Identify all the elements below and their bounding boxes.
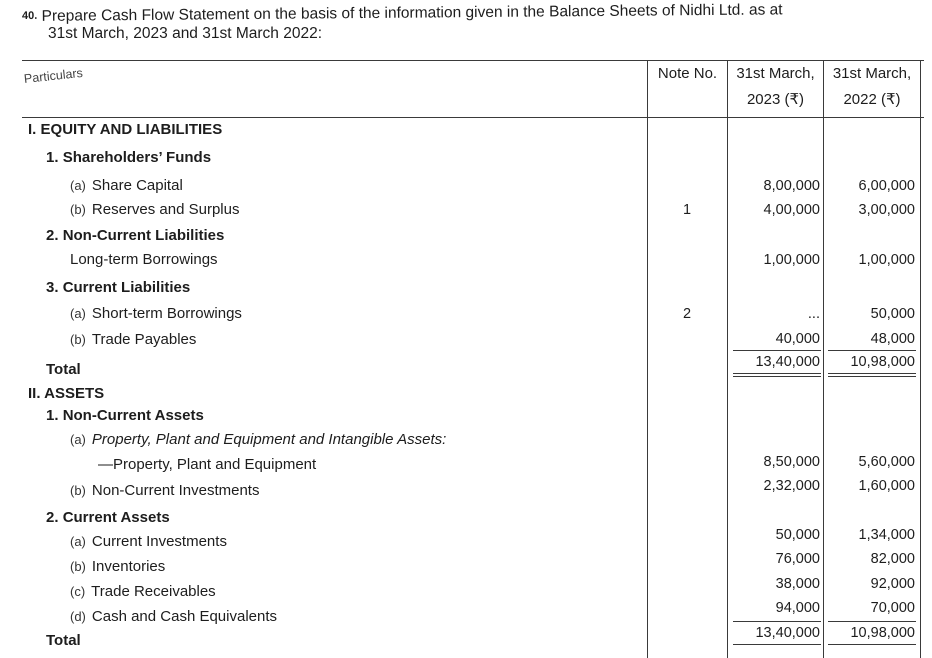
assets-total-2023: 13,40,000 — [755, 625, 820, 641]
share-capital-label: (a) Share Capital — [70, 177, 183, 194]
col1-right-divider — [823, 60, 824, 658]
inv-label: (b) Inventories — [70, 558, 166, 575]
tp-label: (b) Trade Payables — [70, 331, 197, 348]
equity-total-bottom-rule-1 — [733, 373, 821, 374]
ci-2023: 50,000 — [775, 527, 820, 543]
assets-total-bottom-rule-2 — [828, 644, 916, 645]
inv-2022: 82,000 — [870, 551, 915, 567]
ca-heading: 2. Current Assets — [46, 509, 170, 526]
question-text-1: Prepare Cash Flow Statement on the basis of the information given in the Balance Sheets of Nidhi Ltd. as at — [41, 1, 783, 25]
assets-total-top-rule-1 — [733, 621, 821, 622]
ltb-2022: 1,00,000 — [858, 252, 915, 268]
nci-2023: 2,32,000 — [763, 478, 820, 494]
ci-2022: 1,34,000 — [858, 527, 915, 543]
reserves-note: 1 — [682, 202, 692, 218]
assets-total-2022: 10,98,000 — [850, 625, 915, 641]
col1-header-line2: 2023 (₹) — [746, 91, 805, 108]
reserves-2022: 3,00,000 — [858, 202, 915, 218]
assets-total-label: Total — [46, 632, 81, 649]
equity-total-2023: 13,40,000 — [755, 354, 820, 370]
assets-heading: II. ASSETS — [28, 385, 105, 402]
note-no-header: Note No. — [657, 65, 718, 82]
assets-total-bottom-rule-1 — [733, 644, 821, 645]
nca-heading: 1. Non-Current Assets — [46, 407, 204, 424]
col2-header-line2: 2022 (₹) — [843, 91, 901, 108]
ppe-2023: 8,50,000 — [763, 454, 820, 470]
reserves-2023: 4,00,000 — [763, 202, 820, 218]
inv-2023: 76,000 — [775, 551, 820, 567]
ncl-heading: 2. Non-Current Liabilities — [46, 227, 225, 244]
cl-heading: 3. Current Liabilities — [46, 279, 191, 296]
tr-label: (c) Trade Receivables — [70, 583, 216, 600]
col1-left-divider — [727, 60, 728, 658]
shareholders-funds-heading: 1. Shareholders’ Funds — [46, 149, 212, 166]
tp-2022: 48,000 — [870, 331, 915, 347]
cce-2022: 70,000 — [870, 600, 915, 616]
cce-label: (d) Cash and Cash Equivalents — [70, 608, 278, 625]
cce-2023: 94,000 — [775, 600, 820, 616]
equity-total-2022: 10,98,000 — [850, 354, 915, 370]
tr-2023: 38,000 — [775, 576, 820, 592]
nci-2022: 1,60,000 — [858, 478, 915, 494]
equity-heading: I. EQUITY AND LIABILITIES — [28, 121, 223, 138]
header-bottom-border — [22, 117, 924, 118]
equity-total-label: Total — [46, 361, 81, 378]
question-line-2: 31st March, 2023 and 31st March 2022: — [48, 25, 322, 42]
stb-note: 2 — [682, 306, 692, 322]
equity-total-top-rule-1 — [733, 350, 821, 351]
question-line-1 — [22, 0, 783, 27]
ltb-2023: 1,00,000 — [763, 252, 820, 268]
tr-2022: 92,000 — [870, 576, 915, 592]
col2-header-line1: 31st March, — [832, 65, 912, 82]
equity-total-top-rule-2 — [828, 350, 916, 351]
equity-total-double-rule-1 — [733, 376, 821, 377]
stb-label: (a) Short-term Borrowings — [70, 305, 242, 322]
ppe-label: —Property, Plant and Equipment — [98, 456, 317, 473]
share-capital-2023: 8,00,000 — [763, 178, 820, 194]
ltb-label: Long-term Borrowings — [70, 251, 218, 268]
col1-header-line1: 31st March, — [736, 65, 815, 82]
question-number: 40. — [21, 9, 38, 22]
table-right-border — [920, 60, 921, 658]
reserves-label: (b) Reserves and Surplus — [70, 201, 240, 218]
stb-2023: ... — [807, 306, 820, 322]
tp-2023: 40,000 — [775, 331, 820, 347]
note-col-divider — [647, 60, 648, 658]
particulars-header: Particulars — [23, 65, 84, 86]
equity-total-double-rule-2 — [828, 376, 916, 377]
ppe-heading: (a) Property, Plant and Equipment and Intangible Assets: — [70, 431, 447, 448]
share-capital-2022: 6,00,000 — [858, 178, 915, 194]
ppe-2022: 5,60,000 — [858, 454, 915, 470]
stb-2022: 50,000 — [870, 306, 915, 322]
assets-total-top-rule-2 — [828, 621, 916, 622]
equity-total-bottom-rule-2 — [828, 373, 916, 374]
ci-label: (a) Current Investments — [70, 533, 227, 550]
nci-label: (b) Non-Current Investments — [70, 482, 260, 499]
